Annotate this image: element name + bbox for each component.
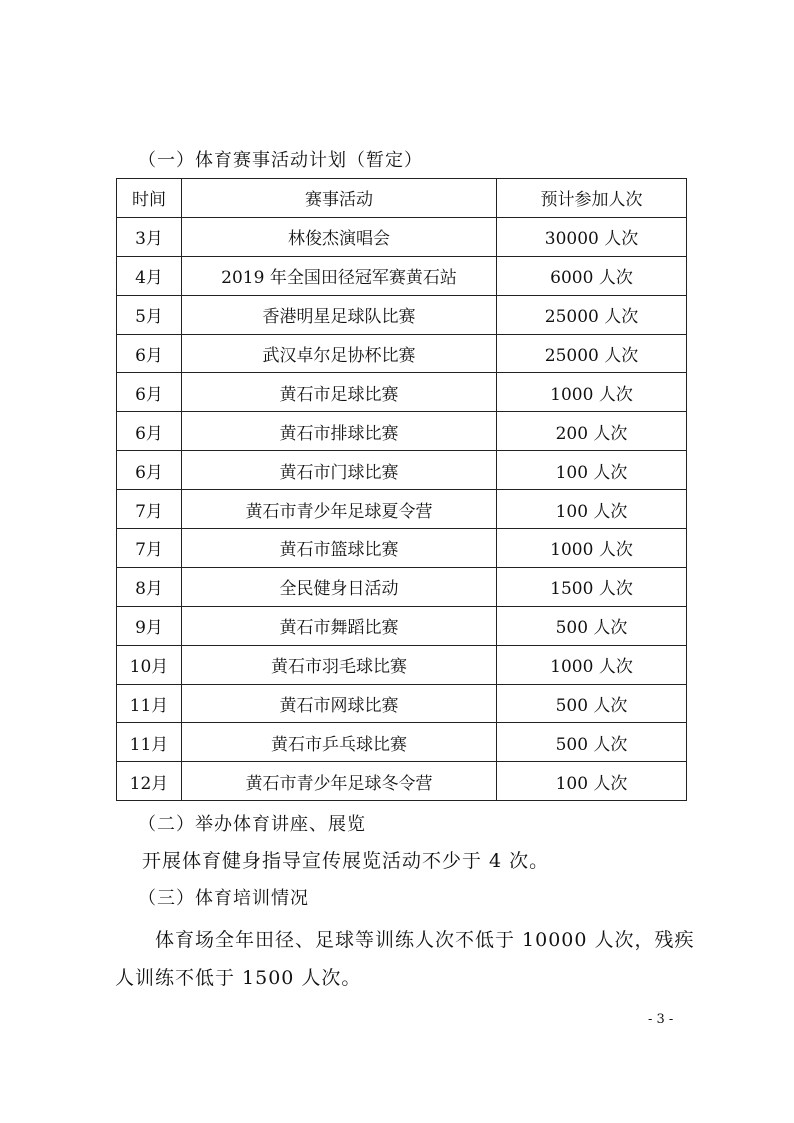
table-row (117, 373, 687, 412)
cell-participants: 100 人次 (497, 451, 687, 490)
cell-time: 11月 (117, 723, 182, 762)
cell-time: 10月 (117, 645, 182, 684)
cell-event: 黄石市乒乓球比赛 (182, 723, 497, 762)
cell-time: 7月 (117, 529, 182, 568)
cell-time: 6月 (117, 373, 182, 412)
cell-participants: 100 人次 (497, 490, 687, 529)
cell-participants: 25000 人次 (497, 334, 687, 373)
cell-participants: 200 人次 (497, 412, 687, 451)
section3-paragraph-line2: 人训练不低于 1500 人次。 (115, 967, 362, 989)
cell-time: 9月 (117, 606, 182, 645)
cell-participants: 6000 人次 (497, 256, 687, 295)
cell-event: 黄石市青少年足球冬令营 (182, 762, 497, 801)
cell-event: 黄石市篮球比赛 (182, 529, 497, 568)
section-heading-3: （三）体育培训情况 (138, 888, 309, 909)
cell-participants: 25000 人次 (497, 295, 687, 334)
header-time: 时间 (117, 179, 182, 218)
table-row (117, 412, 687, 451)
table-row (117, 762, 687, 801)
cell-time: 6月 (117, 451, 182, 490)
cell-participants: 500 人次 (497, 684, 687, 723)
cell-participants: 100 人次 (497, 762, 687, 801)
cell-time: 7月 (117, 490, 182, 529)
cell-participants: 500 人次 (497, 723, 687, 762)
header-event: 赛事活动 (182, 179, 497, 218)
section-heading-1: （一）体育赛事活动计划（暂定） (138, 150, 423, 171)
table-body (117, 217, 687, 800)
cell-participants: 1000 人次 (497, 373, 687, 412)
header-participants: 预计参加人次 (497, 179, 687, 218)
event-schedule-table (116, 178, 687, 801)
cell-event: 黄石市网球比赛 (182, 684, 497, 723)
cell-event: 黄石市排球比赛 (182, 412, 497, 451)
cell-event: 黄石市羽毛球比赛 (182, 645, 497, 684)
cell-event: 武汉卓尔足协杯比赛 (182, 334, 497, 373)
table-header-row (117, 179, 687, 218)
cell-event: 2019 年全国田径冠军赛黄石站 (182, 256, 497, 295)
cell-event: 香港明星足球队比赛 (182, 295, 497, 334)
table-row (117, 334, 687, 373)
table-row (117, 529, 687, 568)
cell-time: 6月 (117, 334, 182, 373)
table-row (117, 645, 687, 684)
table-row (117, 606, 687, 645)
table-row (117, 451, 687, 490)
cell-participants: 30000 人次 (497, 217, 687, 256)
cell-event: 黄石市舞蹈比赛 (182, 606, 497, 645)
cell-time: 5月 (117, 295, 182, 334)
table-row (117, 567, 687, 606)
table-row (117, 217, 687, 256)
cell-time: 4月 (117, 256, 182, 295)
cell-event: 林俊杰演唱会 (182, 217, 497, 256)
cell-participants: 1000 人次 (497, 645, 687, 684)
section3-paragraph-line1: 体育场全年田径、足球等训练人次不低于 10000 人次，残疾 (155, 929, 695, 951)
cell-time: 8月 (117, 567, 182, 606)
table-row (117, 684, 687, 723)
table-row (117, 490, 687, 529)
cell-event: 黄石市青少年足球夏令营 (182, 490, 497, 529)
cell-time: 12月 (117, 762, 182, 801)
cell-participants: 1500 人次 (497, 567, 687, 606)
cell-event: 全民健身日活动 (182, 567, 497, 606)
cell-time: 11月 (117, 684, 182, 723)
table-row (117, 256, 687, 295)
cell-event: 黄石市门球比赛 (182, 451, 497, 490)
cell-time: 3月 (117, 217, 182, 256)
table-row (117, 723, 687, 762)
section2-paragraph: 开展体育健身指导宣传展览活动不少于 4 次。 (142, 850, 550, 872)
cell-participants: 1000 人次 (497, 529, 687, 568)
page-number: - 3 - (648, 1012, 674, 1027)
cell-participants: 500 人次 (497, 606, 687, 645)
cell-event: 黄石市足球比赛 (182, 373, 497, 412)
section-heading-2: （二）举办体育讲座、展览 (138, 814, 366, 835)
cell-time: 6月 (117, 412, 182, 451)
table-row (117, 295, 687, 334)
